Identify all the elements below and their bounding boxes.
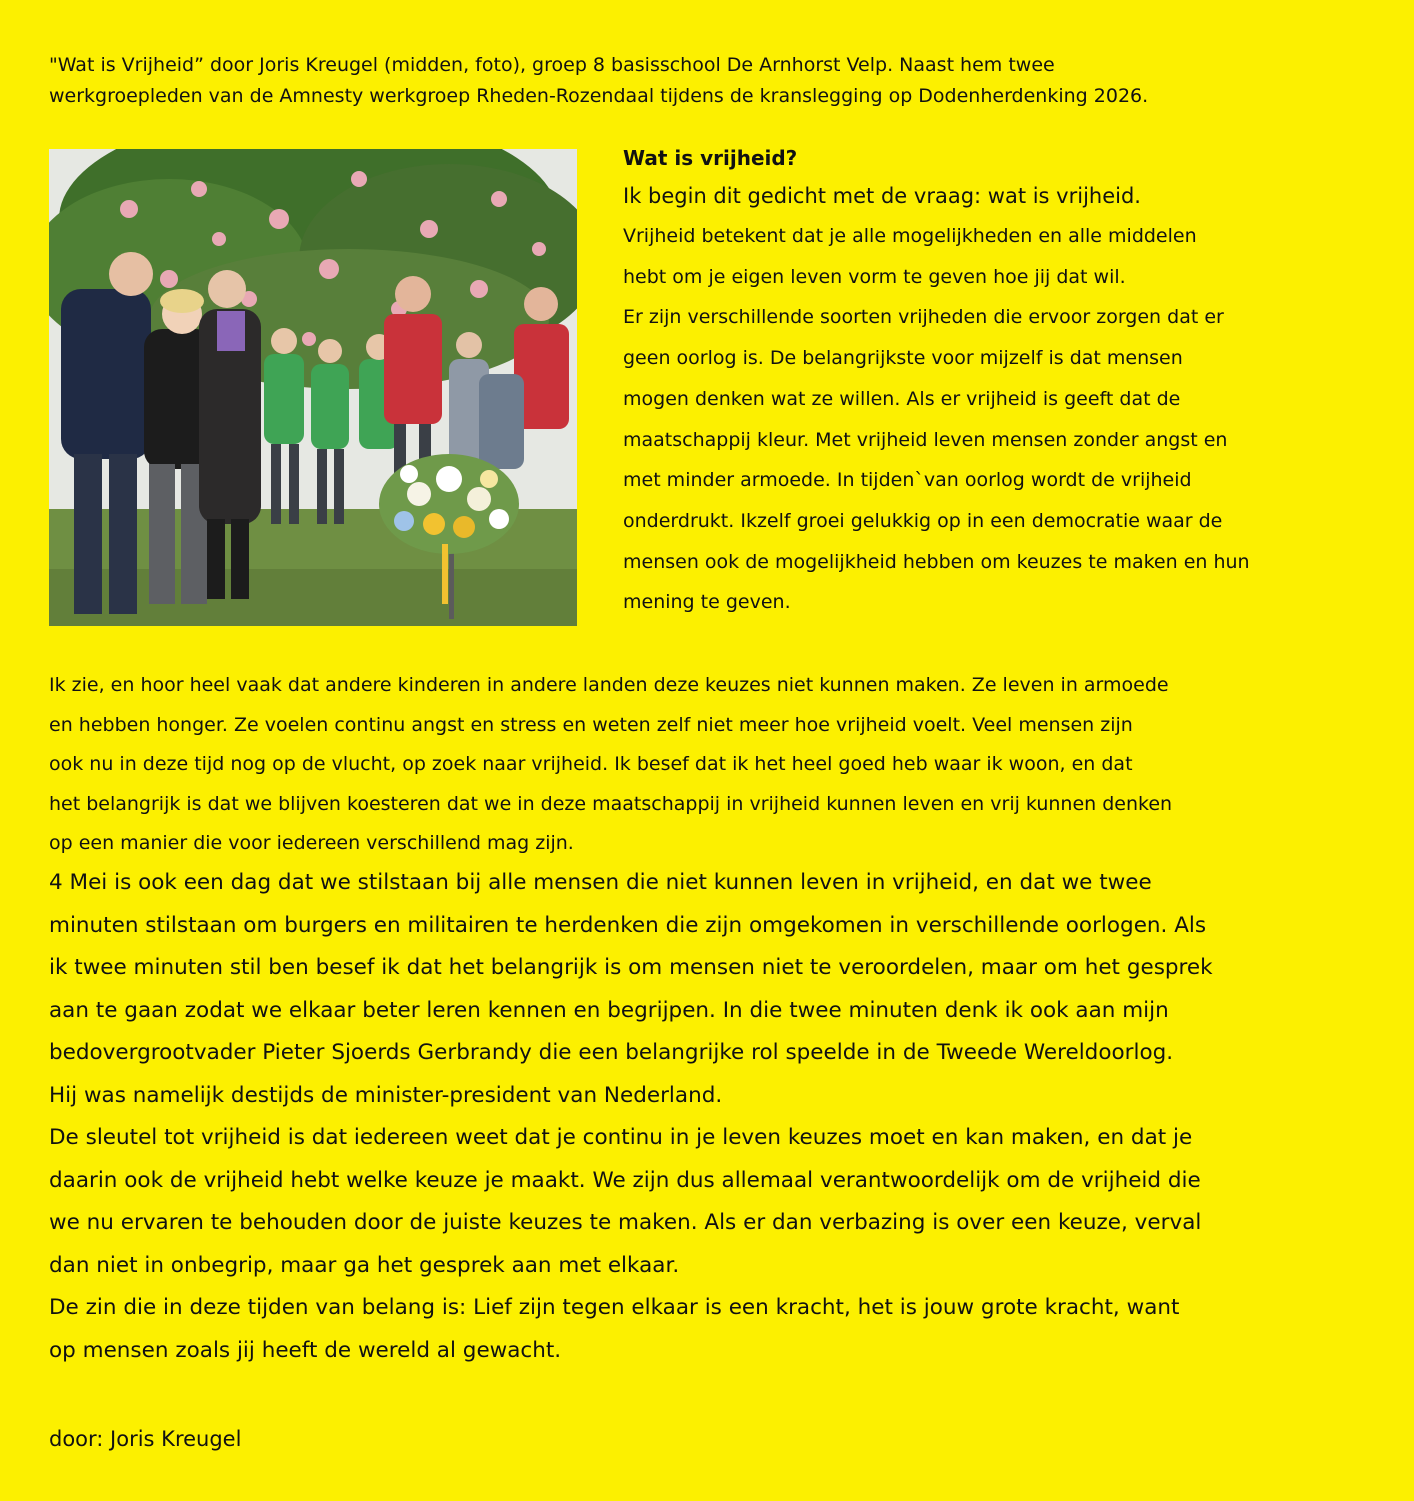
intro-caption-line: werkgroepleden van de Amnesty werkgroep Rheden-Rozendaal tijdens de kranslegging op Dodenherdenking 2026. xyxy=(49,85,1149,107)
body-line: en hebben honger. Ze voelen continu angst en stress en weten zelf niet meer hoe vrijheid voelt. Veel mensen zijn xyxy=(49,713,1133,736)
body-line: Hij was namelijk destijds de minister-president van Nederland. xyxy=(49,1082,723,1108)
body-paragraph-small xyxy=(49,666,1369,864)
intro-caption-line: "Wat is Vrijheid” door Joris Kreugel (midden, foto), groep 8 basisschool De Arnhorst Velp. Naast hem twee xyxy=(49,54,1055,76)
body-line: we nu ervaren te behouden door de juiste keuzes te maken. Als er dan verbazing is over een keuze, verval xyxy=(49,1210,1202,1235)
body-line: aan te gaan zodat we elkaar beter leren kennen en begrijpen. In die twee minuten denk ik ook aan mijn xyxy=(49,997,1169,1023)
poem-line: maatschappij kleur. Met vrijheid leven mensen zonder angst en xyxy=(623,428,1228,451)
poem-line: mening te geven. xyxy=(623,591,791,614)
ceremony-photo-illustration xyxy=(49,149,577,626)
poem-line: hebt om je eigen leven vorm te geven hoe jij dat wil. xyxy=(623,265,1126,288)
body-line: Ik zie, en hoor heel vaak dat andere kinderen in andere landen deze keuzes niet kunnen maken. Ze leven in armoede xyxy=(49,674,1169,696)
poem-line: mensen ook de mogelijkheid hebben om keuzes te maken en hun xyxy=(623,550,1250,573)
poem-opening-line: Ik begin dit gedicht met de vraag: wat is vrijheid. xyxy=(623,184,1141,208)
poem-line: mogen denken wat ze willen. Als er vrijheid is geeft dat de xyxy=(623,387,1181,410)
poem-title: Wat is vrijheid? xyxy=(623,146,798,170)
body-line: minuten stilstaan om burgers en militairen te herdenken die zijn omgekomen in verschillende oorlogen. Als xyxy=(49,912,1207,938)
poem-line: Er zijn verschillende soorten vrijheden die ervoor zorgen dat er xyxy=(623,306,1224,329)
body-line: De zin die in deze tijden van belang is: Lief zijn tegen elkaar is een kracht, het is jouw grote kracht, want xyxy=(49,1295,1180,1320)
body-paragraph-large xyxy=(49,862,1379,1372)
body-line: De sleutel tot vrijheid is dat iedereen weet dat je continu in je leven keuzes moet en kan maken, en dat je xyxy=(49,1125,1193,1150)
body-line: bedovergrootvader Pieter Sjoerds Gerbrandy die een belangrijke rol speelde in de Tweede Wereldoorlog. xyxy=(49,1040,1174,1065)
body-line: ik twee minuten stil ben besef ik dat het belangrijk is om mensen niet te veroordelen, maar om het gesprek xyxy=(49,955,1213,980)
poem-line: Vrijheid betekent dat je alle mogelijkheden en alle middelen xyxy=(623,225,1197,247)
poem-line: met minder armoede. In tijden`van oorlog wordt de vrijheid xyxy=(623,469,1192,492)
poem-line: geen oorlog is. De belangrijkste voor mijzelf is dat mensen xyxy=(623,347,1183,370)
author-signature: door: Joris Kreugel xyxy=(49,1427,242,1451)
body-line: het belangrijk is dat we blijven koesteren dat we in deze maatschappij in vrijheid kunnen leven en vrij kunnen denken xyxy=(49,792,1173,815)
body-line: ook nu in deze tijd nog op de vlucht, op zoek naar vrijheid. Ik besef dat ik het heel goed heb waar ik woon, en dat xyxy=(49,753,1133,775)
body-line: daarin ook de vrijheid hebt welke keuze je maakt. We zijn dus allemaal verantwoordelijk om de vrijheid die xyxy=(49,1167,1201,1193)
body-line: dan niet in onbegrip, maar ga het gesprek aan met elkaar. xyxy=(49,1252,680,1278)
body-line: 4 Mei is ook een dag dat we stilstaan bij alle mensen die niet kunnen leven in vrijheid, en dat we twee xyxy=(49,870,1152,895)
body-line: op mensen zoals jij heeft de wereld al gewacht. xyxy=(49,1337,562,1363)
intro-caption xyxy=(49,50,1369,112)
poem-line: onderdrukt. Ikzelf groei gelukkig op in een democratie waar de xyxy=(623,509,1223,532)
ceremony-photo xyxy=(49,149,577,626)
body-line: op een manier die voor iedereen verschillend mag zijn. xyxy=(49,832,574,854)
poem-block xyxy=(623,140,1363,623)
